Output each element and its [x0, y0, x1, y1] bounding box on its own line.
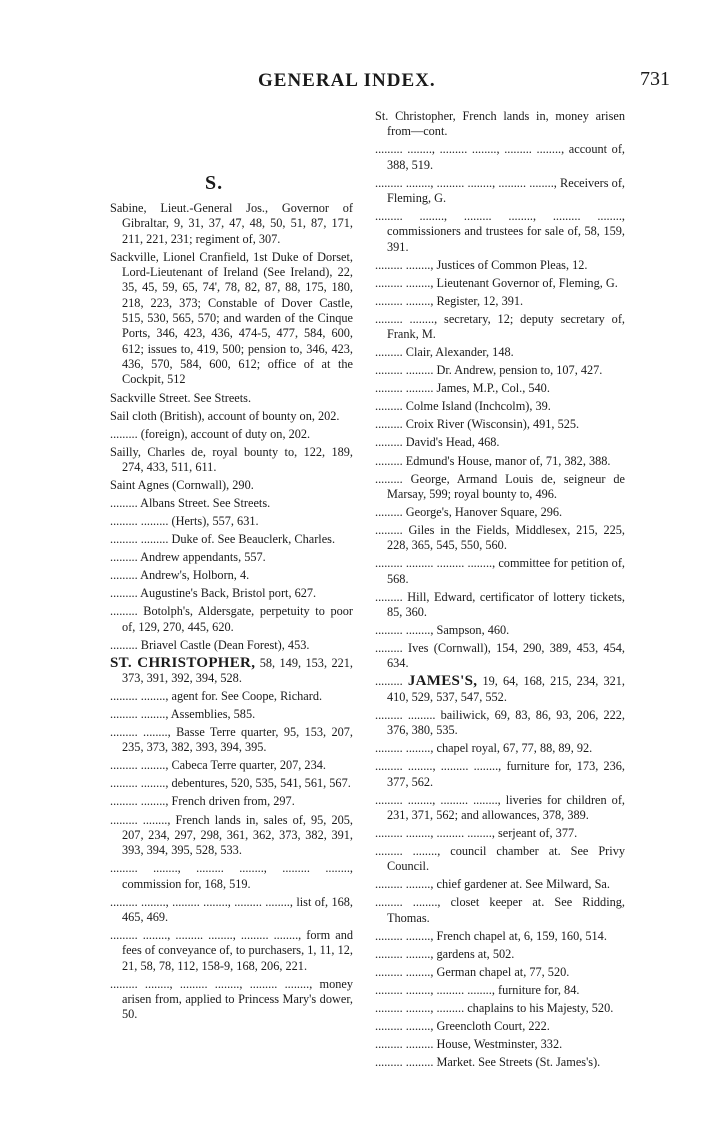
index-entry: ......... Colme Island (Inchcolm), 39.	[375, 399, 551, 414]
index-entry: St. Christopher, French lands in, money arisen from—cont.	[375, 109, 625, 139]
page-header	[0, 62, 722, 94]
index-entry: Sail cloth (British), account of bounty on, 202.	[110, 408, 340, 423]
index-entry: ......... Edmund's House, manor of, 71, 382, 388.	[375, 453, 611, 468]
index-entry: ......... ........, French chapel at, 6, 159, 160, 514.	[375, 928, 607, 943]
index-entry: ......... ........, German chapel at, 77, 520.	[375, 964, 570, 979]
left-column	[110, 201, 353, 1025]
index-entry: ......... ........, ......... ........, ......... ........, commission for, 168, 519.	[110, 861, 353, 891]
index-entry: ......... ........, debentures, 520, 535, 541, 561, 567.	[110, 776, 351, 791]
index-entry: ......... ........, chapel royal, 67, 77, 88, 89, 92.	[375, 741, 593, 756]
index-entry-st-james	[375, 674, 625, 705]
index-entry: ......... George, Armand Louis de, seigneur de Marsay, 599; royal bounty to, 496.	[375, 471, 625, 501]
index-entry: ......... ........, secretary, 12; deputy secretary of, Frank, M.	[375, 311, 625, 342]
index-entry: ......... ........, chief gardener at. See Milward, Sa.	[375, 877, 610, 892]
page-number: 731	[640, 68, 670, 90]
index-entry: ......... Hill, Edward, certificator of lottery tickets, 85, 360.	[375, 589, 625, 620]
index-entry: ......... (foreign), account of duty on, 202.	[110, 426, 311, 441]
index-entry: ......... ........, ......... ........, furniture for, 84.	[375, 982, 580, 997]
index-entry: ......... ........, French lands in, sales of, 95, 205, 207, 234, 297, 298, 361, 362, 373, 382, 391, 393, 394, 395, 528, 533.	[110, 812, 353, 858]
index-entry: Sackville, Lionel Cranfield, 1st Duke of Dorset, Lord-Lieutenant of Ireland (See Ireland), 22, 35, 45, 59, 65, 74', 78, 82, 87, 88, 175, 180, 218, 223, 373; Constable of Dover Castle, 515, 530, 565, 570; and warden of the Cinque Ports, 346, 423, 436, 474-5, 477, 584, 600, 612; issues to, 419, 500; pension to, 346, 423, 436, 570, 584, 600, 612; office of at the Cockpit, 512	[110, 249, 353, 387]
index-entry: ......... ........, ......... ........, serjeant of, 377.	[375, 826, 578, 840]
index-entry: ......... ........, ......... ........, ......... ........, form and fees of conveyance of, to purchasers, 1, 11, 12, 21, 58, 78, 112, 158-9, 168, 206, 221.	[110, 927, 353, 973]
index-entry: ......... ........, Basse Terre quarter, 95, 153, 207, 235, 373, 382, 393, 394, 395.	[110, 725, 353, 755]
index-entry: ......... ........, closet keeper at. See Ridding, Thomas.	[375, 895, 625, 925]
index-entry: ......... Briavel Castle (Dean Forest), 453.	[110, 637, 310, 652]
index-entry: ......... ........, French driven from, 297.	[110, 794, 295, 809]
index-entry: ......... ........, Lieutenant Governor of, Fleming, G.	[375, 275, 618, 290]
index-entry: ......... ........, ......... chaplains to his Majesty, 520.	[375, 1000, 614, 1015]
entry-leader: .........	[375, 674, 408, 689]
index-entry: ......... Augustine's Back, Bristol port, 627.	[110, 586, 317, 601]
index-entry: ......... ........, gardens at, 502.	[375, 946, 515, 961]
index-entry: ......... ........, Justices of Common Pleas, 12.	[375, 257, 588, 272]
index-entry: ......... ........, Cabeca Terre quarter, 207, 234.	[110, 758, 326, 773]
index-entry: ......... ........, ......... ........, ......... ........, list of, 168, 465, 469.	[110, 894, 353, 924]
index-entry: ......... ........, Greencloth Court, 222.	[375, 1018, 550, 1033]
index-entry: ......... ........, agent for. See Coope, Richard.	[110, 688, 323, 703]
entry-heading: ST. CHRISTOPHER,	[110, 654, 256, 671]
index-entry: ......... David's Head, 468.	[375, 435, 500, 450]
index-entry: ......... ........, ......... ........, ......... ........, account of, 388, 519.	[375, 142, 625, 172]
index-entry: ......... Andrew appendants, 557.	[110, 550, 266, 565]
index-entry: ......... ......... (Herts), 557, 631.	[110, 514, 259, 529]
entry-text: 19, 64, 168, 215, 234, 321, 410, 529, 537, 547, 552.	[387, 674, 625, 704]
index-entry: ......... ......... ......... ........, committee for petition of, 568.	[375, 556, 625, 586]
index-entry: ......... ......... Dr. Andrew, pension to, 107, 427.	[375, 363, 603, 378]
index-entry: ......... Andrew's, Holborn, 4.	[110, 568, 250, 583]
index-entry: ......... ........, ......... ........, ......... ........, money arisen from, applied to Princess Mary's dower, 50.	[110, 976, 353, 1022]
index-entry: ......... Clair, Alexander, 148.	[375, 345, 514, 360]
right-column	[375, 109, 625, 1073]
index-entry-st-christopher	[110, 656, 353, 687]
index-entry: Sackville Street. See Streets.	[110, 390, 252, 405]
index-entry: ......... Croix River (Wisconsin), 491, 525.	[375, 417, 580, 432]
index-entry: ......... ........, ......... ........, liveries for children of, 231, 371, 562; and allowances, 378, 389.	[375, 792, 625, 822]
index-entry: ......... ......... Duke of. See Beauclerk, Charles.	[110, 532, 336, 547]
page-title: GENERAL INDEX.	[258, 70, 436, 91]
index-entry: ......... ......... James, M.P., Col., 540.	[375, 381, 550, 396]
section-letter: S.	[205, 172, 224, 194]
index-entry: ......... George's, Hanover Square, 296.	[375, 504, 563, 519]
index-entry: ......... ........, council chamber at. See Privy Council.	[375, 844, 625, 874]
index-entry: ......... Albans Street. See Streets.	[110, 496, 271, 510]
index-entry: ......... ........, ......... ........, ......... ........, Receivers of, Fleming, G.	[375, 175, 625, 206]
index-entry: ......... ........, ......... ........, furniture for, 173, 236, 377, 562.	[375, 759, 625, 789]
index-entry: ......... ......... bailiwick, 69, 83, 86, 93, 206, 222, 376, 380, 535.	[375, 707, 625, 738]
index-entry: Saint Agnes (Cornwall), 290.	[110, 477, 254, 492]
index-entry: ......... ......... House, Westminster, 332.	[375, 1037, 563, 1051]
index-entry: ......... Botolph's, Aldersgate, perpetuity to poor of, 129, 270, 445, 620.	[110, 604, 353, 634]
index-entry: ......... Ives (Cornwall), 154, 290, 389, 453, 454, 634.	[375, 641, 625, 671]
entry-text: 58, 149, 153, 221, 373, 391, 392, 394, 528.	[122, 655, 353, 685]
index-entry: Sailly, Charles de, royal bounty to, 122, 189, 274, 433, 511, 611.	[110, 444, 353, 474]
index-entry: ......... Giles in the Fields, Middlesex, 215, 225, 228, 365, 545, 550, 560.	[375, 522, 625, 553]
index-entry: ......... ........, Assemblies, 585.	[110, 707, 256, 721]
index-entry: ......... ........, ......... ........, ......... ........, commissioners and trustees for sale of, 58, 159, 391.	[375, 209, 625, 254]
index-entry: ......... ......... Market. See Streets (St. James's).	[375, 1055, 601, 1070]
index-entry: ......... ........, Sampson, 460.	[375, 623, 510, 638]
index-entry: Sabine, Lieut.-General Jos., Governor of Gibraltar, 9, 31, 37, 47, 48, 50, 51, 87, 171, 211, 221, 231; regiment of, 307.	[110, 201, 353, 246]
entry-heading: JAMES'S,	[407, 673, 478, 690]
index-entry: ......... ........, Register, 12, 391.	[375, 293, 524, 308]
